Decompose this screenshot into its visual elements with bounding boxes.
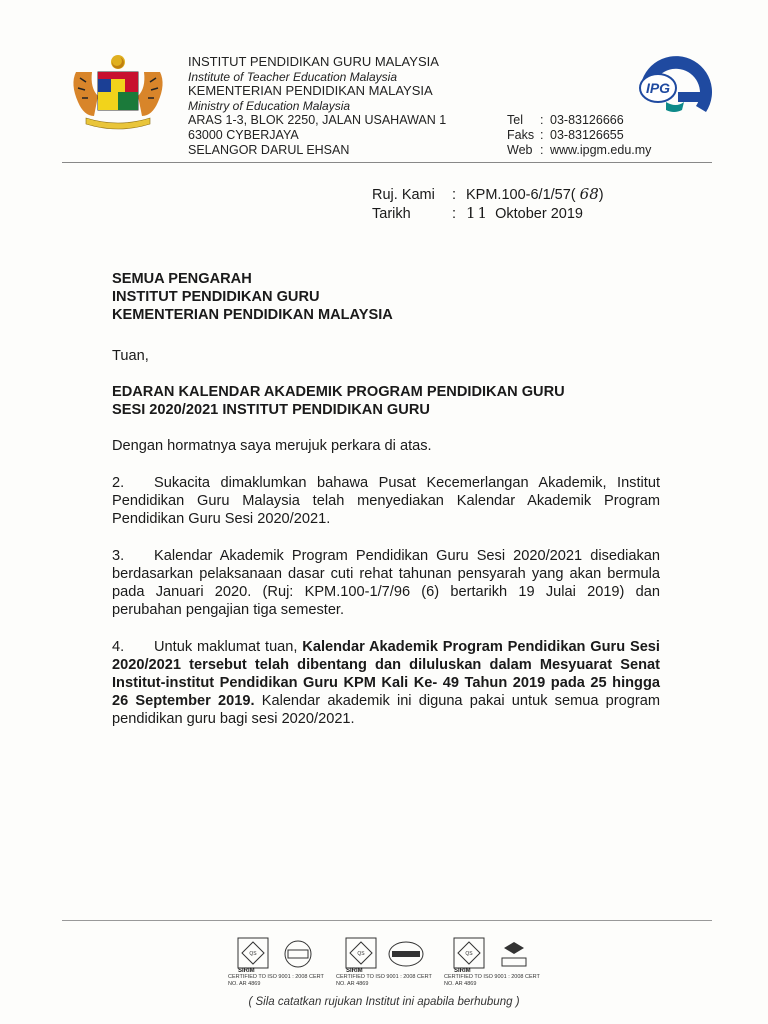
reference-date: Tarikh : 11 Oktober 2019 <box>372 204 583 222</box>
svg-text:QS: QS <box>357 951 365 957</box>
footer-note: ( Sila catatkan rujukan Institut ini apabila berhubung ) <box>248 996 520 1008</box>
iso-cert-badge: QS SIRIM CERTIFIED TO ISO 9001 : 2008 CERT NO. AR 4869 <box>336 936 432 994</box>
address-line-1: ARAS 1-3, BLOK 2250, JALAN USAHAWAN 1 <box>188 113 447 128</box>
contact-web: Web : www.ipgm.edu.my <box>507 143 652 157</box>
address-line-3: SELANGOR DARUL EHSAN <box>188 142 350 157</box>
reference-block <box>372 185 604 223</box>
ministry-name-en: Ministry of Education Malaysia <box>188 98 351 113</box>
ipg-logo-text: IPG <box>645 80 671 96</box>
quality-system-icon <box>452 936 486 970</box>
paragraph-3: 3. Kalendar Akademik Program Pendidikan Guru Sesi 2020/2021 disediakan berdasarkan pelaksanaan dasar cuti rehat tahunan pensyarah yang akan bermula pada Januari 2020. (Ruj: KPM.100-1/7/96 (6) bertarikh 19 Julai 2019) dan perubahan pengajian tiga semester. <box>112 548 660 618</box>
footer-divider <box>62 920 712 921</box>
contact-block <box>507 113 651 158</box>
letter-body <box>112 270 660 728</box>
contact-tel: Tel : 03-83126666 <box>507 113 624 127</box>
subject-heading: EDARAN KALENDAR AKADEMIK PROGRAM PENDIDIKAN GURU SESI 2020/2021 INSTITUT PENDIDIKAN GURU <box>112 384 565 418</box>
address-line-2: 63000 CYBERJAYA <box>188 127 299 142</box>
quality-system-icon <box>344 936 378 970</box>
handwritten-day: 11 <box>466 204 490 222</box>
addressee: SEMUA PENGARAH INSTITUT PENDIDIKAN GURU KEMENTERIAN PENDIDIKAN MALAYSIA <box>112 271 393 323</box>
iqnet-icon <box>278 938 318 970</box>
svg-text:QS: QS <box>465 951 473 957</box>
paragraph-4: 4. Untuk maklumat tuan, Kalendar Akademik Program Pendidikan Guru Sesi 2020/2021 tersebut telah dibentang dan diluluskan dalam Mesyuarat Senat Institut-institut Pendidikan Guru KPM Kali Ke- 49 Tahun 2019 pada 25 hingga 26 September 2019. Kalendar akademik ini diguna pakai untuk semua program pendidikan guru bagi sesi 2020/2021. <box>112 639 660 727</box>
iso-cert-badge: QS SIRIM CERTIFIED TO ISO 9001 : 2008 CERT NO. AR 4869 <box>444 936 540 994</box>
ministry-name: KEMENTERIAN PENDIDIKAN MALAYSIA <box>188 83 433 99</box>
handwritten-ref-number: 68 <box>579 185 599 203</box>
contact-fax: Faks : 03-83126655 <box>507 128 624 142</box>
salutation: Tuan, <box>112 348 149 364</box>
ukas-icon <box>494 938 534 970</box>
paragraph-2: 2. Sukacita dimaklumkan bahawa Pusat Kecemerlangan Akademik, Institut Pendidikan Guru Malaysia telah menyediakan Kalendar Akademik Program Pendidikan Guru Sesi 2020/2021. <box>112 475 660 527</box>
standards-icon <box>386 938 426 970</box>
letterhead-address <box>188 55 446 157</box>
reference-number: Ruj. Kami : KPM.100-6/1/57( 68 ) <box>372 185 604 203</box>
letterhead-divider <box>62 162 712 163</box>
quality-system-icon <box>236 936 270 970</box>
org-name: INSTITUT PENDIDIKAN GURU MALAYSIA <box>188 54 439 69</box>
org-name-en: Institute of Teacher Education Malaysia <box>188 69 398 84</box>
paragraph-1: Dengan hormatnya saya merujuk perkara di atas. <box>112 438 432 454</box>
iso-cert-badge: QS SIRIM CERTIFIED TO ISO 9001 : 2008 CERT NO. AR 4869 <box>228 936 324 994</box>
malaysia-coat-of-arms-icon <box>66 52 170 132</box>
svg-text:QS: QS <box>249 951 257 957</box>
